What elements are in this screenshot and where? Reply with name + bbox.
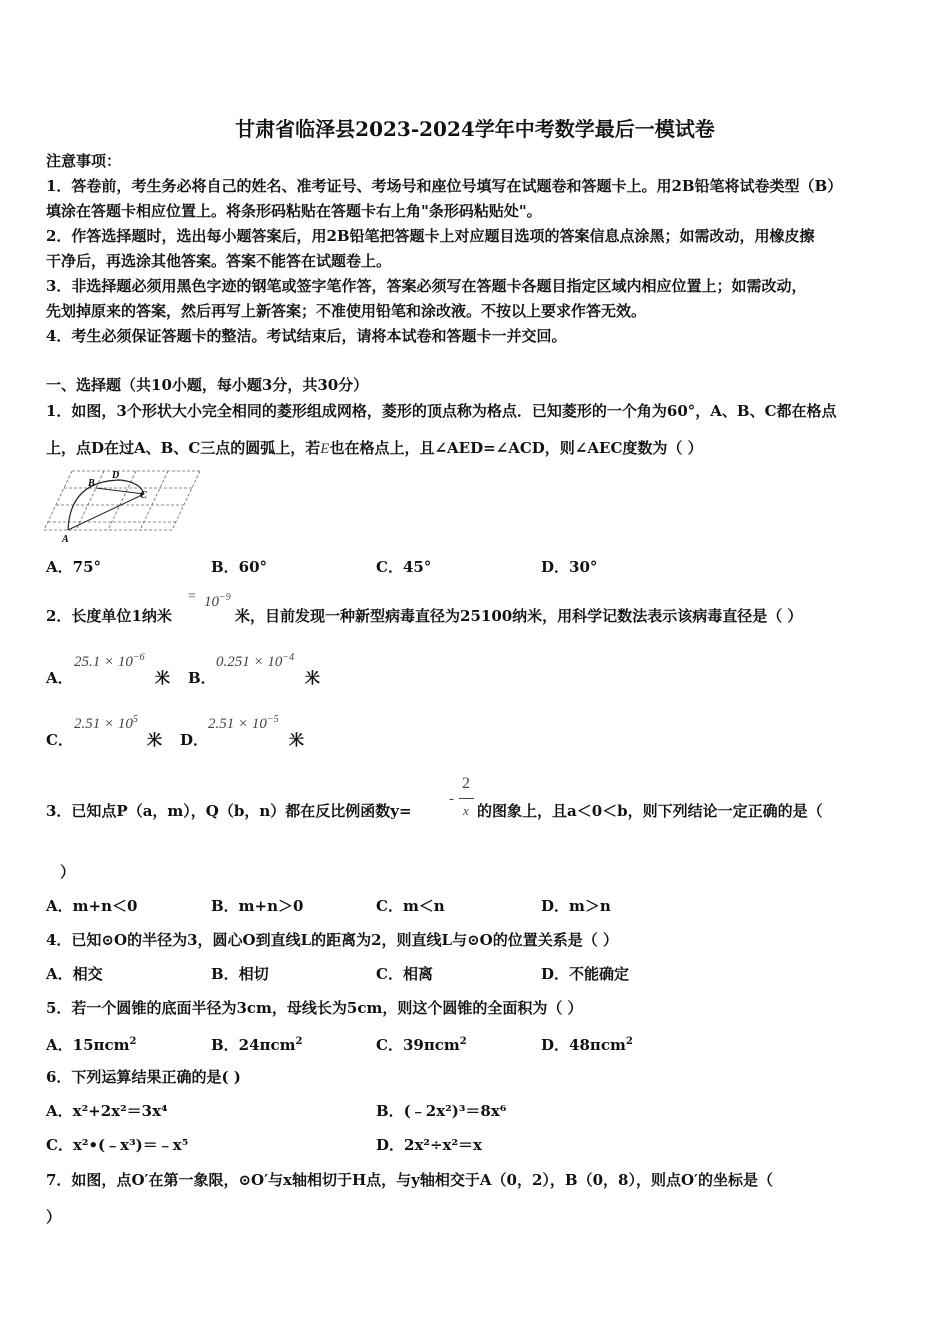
- q1-rhombus-grid-figure: [40, 466, 205, 546]
- q2-option-c-expr: $2.51 \times 10^5$: [74, 714, 138, 732]
- q6-option-a[interactable]: A．x²+2x²＝3x⁴: [46, 1102, 168, 1120]
- q2-option-d-unit: 米: [289, 731, 305, 749]
- notice-line-6: 先划掉原来的答案，然后再写上新答案；不准使用铅笔和涂改液。不按以上要求作答无效。: [46, 302, 647, 320]
- q3-option-c[interactable]: C．m＜n: [376, 897, 445, 915]
- notice-heading: 注意事项：: [46, 152, 122, 170]
- q2-option-a-expr: $25.1 \times 10^{-6}$: [74, 652, 145, 670]
- q2-option-d-label[interactable]: D．: [180, 731, 209, 749]
- q5-option-c[interactable]: C．39πcm$^2$: [376, 1036, 467, 1054]
- q3-line-2: ）: [60, 863, 76, 881]
- q3-option-a[interactable]: A．m+n＜0: [46, 897, 138, 915]
- q2-power: $10^{-9}$: [204, 592, 231, 610]
- q2-option-c-label[interactable]: C．: [46, 731, 73, 749]
- q4-option-c[interactable]: C．相离: [376, 965, 433, 983]
- q4-option-d[interactable]: D．不能确定: [541, 965, 630, 983]
- q3-option-b[interactable]: B．m+n＞0: [211, 897, 304, 915]
- q2-option-b-unit: 米: [305, 669, 321, 687]
- q1-fig-label-c: C: [140, 490, 147, 501]
- q2-option-d-expr: $2.51 \times 10^{-5}$: [208, 714, 279, 732]
- q5-line-1: 5．若一个圆锥的底面半径为3cm，母线长为5cm，则这个圆锥的全面积为（ ）: [46, 999, 583, 1017]
- q3-line-1a: 3．已知点P（a，m），Q（b，n）都在反比例函数y=: [46, 802, 412, 820]
- q3-fraction-denominator: x: [463, 803, 469, 818]
- q1-option-b[interactable]: B．60°: [211, 558, 268, 576]
- q1-line-2-b: 也在格点上，且∠AED=∠ACD，则∠AEC度数为（ ）: [329, 439, 703, 457]
- q3-line-1b: 的图象上，且a＜0＜b，则下列结论一定正确的是（: [477, 802, 823, 820]
- notice-line-5: 3．非选择题必须用黑色字迹的钢笔或签字笔作答，答案必须写在答题卡各题目指定区域内相应位置上；如需改动，: [46, 277, 807, 295]
- q1-fig-label-b: B: [88, 478, 95, 489]
- notice-line-7: 4．考生必须保证答题卡的整洁。考试结束后，请将本试卷和答题卡一并交回。: [46, 327, 567, 345]
- q1-option-d[interactable]: D．30°: [541, 558, 598, 576]
- q1-fig-label-d: D: [112, 470, 120, 481]
- q4-option-a[interactable]: A．相交: [46, 965, 103, 983]
- q2-line-1a: 2．长度单位1纳米: [46, 607, 172, 625]
- q2-line-1b: 米，目前发现一种新型病毒直径为25100纳米，用科学记数法表示该病毒直径是（ ）: [235, 607, 803, 625]
- q5-option-a[interactable]: A．15πcm$^2$: [46, 1036, 137, 1054]
- q3-minus: -: [449, 791, 454, 807]
- q3-fraction-numerator: 2: [462, 775, 470, 792]
- q3-option-d[interactable]: D．m＞n: [541, 897, 611, 915]
- q2-equals: =: [187, 589, 197, 604]
- q2-option-c-unit: 米: [147, 731, 163, 749]
- q7-line-2: ）: [46, 1208, 62, 1226]
- q1-point-e: E: [320, 441, 330, 457]
- q3-fraction-bar: [459, 798, 474, 799]
- q2-option-b-label[interactable]: B．: [188, 669, 216, 687]
- q2-option-a-label[interactable]: A．: [46, 669, 73, 687]
- notice-line-3: 2．作答选择题时，选出每小题答案后，用2B铅笔把答题卡上对应题目选项的答案信息点涂黑；如需改动，用橡皮擦: [46, 227, 815, 245]
- q6-option-d[interactable]: D．2x²÷x²＝x: [376, 1136, 482, 1154]
- section-heading: 一、选择题（共10小题，每小题3分，共30分）: [46, 376, 369, 394]
- q6-line-1: 6．下列运算结果正确的是( ): [46, 1068, 241, 1086]
- notice-line-4: 干净后，再选涂其他答案。答案不能答在试题卷上。: [46, 252, 392, 270]
- q1-line-1: 1．如图，3个形状大小完全相同的菱形组成网格，菱形的顶点称为格点．已知菱形的一个角为60°，A、B、C都在格点: [46, 402, 837, 420]
- q1-option-c[interactable]: C．45°: [376, 558, 432, 576]
- q5-option-d[interactable]: D．48πcm$^2$: [541, 1036, 633, 1054]
- q5-option-b[interactable]: B．24πcm$^2$: [211, 1036, 303, 1054]
- notice-line-2: 填涂在答题卡相应位置上。将条形码粘贴在答题卡右上角"条形码粘贴处"。: [46, 202, 542, 220]
- q6-option-b[interactable]: B．(﹣2x²)³＝8x⁶: [376, 1102, 507, 1120]
- q7-line-1: 7．如图，点O′在第一象限，⊙O′与x轴相切于H点，与y轴相交于A（0，2），B（0，8），则点O′的坐标是（: [46, 1171, 773, 1189]
- q4-option-b[interactable]: B．相切: [211, 965, 269, 983]
- q1-option-a[interactable]: A．75°: [46, 558, 102, 576]
- q1-fig-label-a: A: [62, 534, 69, 545]
- q1-line-2-a: 上，点D在过A、B、C三点的圆弧上，若: [46, 439, 321, 457]
- q6-option-c[interactable]: C．x²•(﹣x³)＝﹣x⁵: [46, 1136, 189, 1154]
- q2-option-b-expr: $0.251 \times 10^{-4}$: [216, 652, 295, 670]
- q2-option-a-unit: 米: [155, 669, 171, 687]
- notice-line-1: 1．答卷前，考生务必将自己的姓名、准考证号、考场号和座位号填写在试题卷和答题卡上。用2B铅笔将试卷类型（B）: [46, 177, 843, 195]
- q1-line-2: [46, 438, 703, 459]
- q4-line-1: 4．已知⊙O的半径为3，圆心O到直线L的距离为2，则直线L与⊙O的位置关系是（ ）: [46, 931, 618, 949]
- page-title: 甘肃省临泽县2023-2024学年中考数学最后一模试卷: [235, 117, 715, 141]
